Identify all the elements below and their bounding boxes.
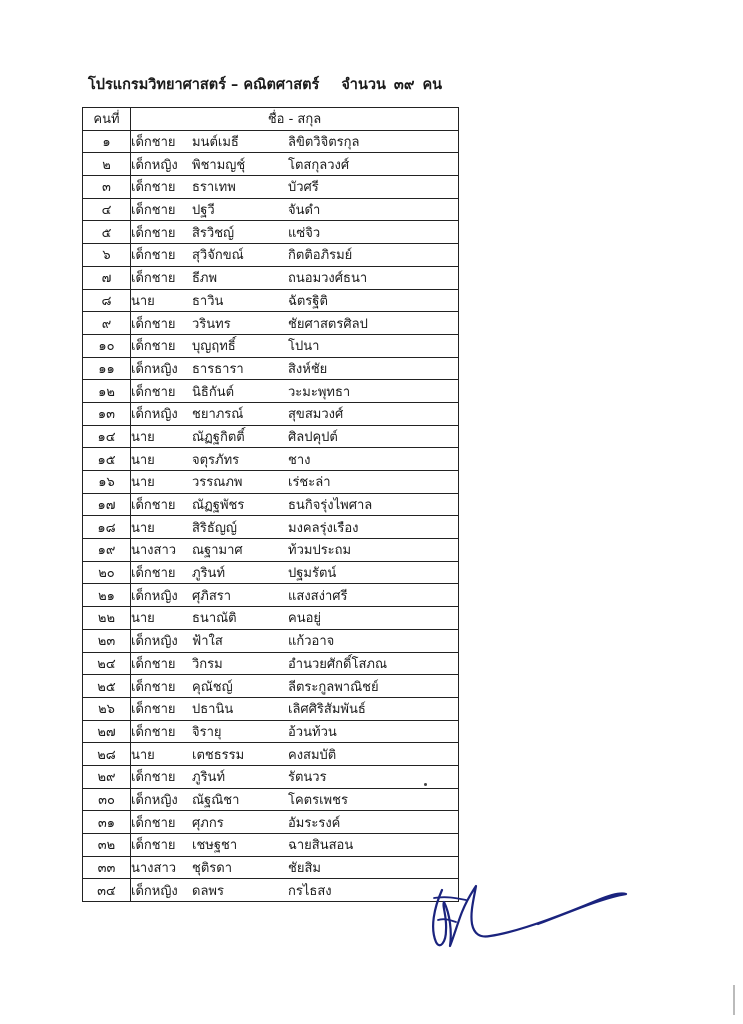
- row-number: ๒๕: [83, 675, 131, 698]
- student-name-cell: [131, 720, 459, 743]
- name-prefix: เด็กชาย: [131, 384, 176, 400]
- last-name: ชัยสิม: [288, 861, 321, 877]
- last-name: ลิขิตวิจิตรกุล: [288, 135, 360, 151]
- row-number: ๓: [83, 176, 131, 199]
- table-row: [83, 471, 459, 494]
- student-name-cell: [131, 879, 459, 902]
- row-number: ๒๖: [83, 697, 131, 720]
- first-name: ดลพร: [192, 883, 224, 899]
- first-name: พิชามญชุ์: [192, 157, 246, 173]
- scan-edge-mark: [733, 985, 735, 1015]
- first-name: วรินทร: [192, 316, 231, 332]
- student-name-cell: [131, 675, 459, 698]
- student-name-cell: [131, 176, 459, 199]
- first-name: ภูรินท์: [192, 566, 226, 582]
- table-row: [83, 539, 459, 562]
- last-name: คนอยู่: [288, 611, 322, 627]
- first-name: เตชธรรม: [192, 747, 245, 763]
- first-name: ปฐวี: [192, 203, 215, 219]
- table-row: [83, 266, 459, 289]
- row-number: ๙: [83, 312, 131, 335]
- name-prefix: เด็กชาย: [131, 815, 176, 831]
- row-number: ๒๘: [83, 743, 131, 766]
- name-prefix: เด็กหญิง: [131, 361, 178, 377]
- last-name: บัวศรี: [288, 180, 319, 196]
- student-name-cell: [131, 629, 459, 652]
- column-header-name: ชื่อ - สกุล: [131, 108, 459, 131]
- last-name: เร่ชะล่า: [288, 475, 331, 491]
- student-name-cell: [131, 561, 459, 584]
- first-name: สิริธัญญ์: [192, 520, 238, 536]
- table-row: [83, 607, 459, 630]
- name-prefix: เด็กหญิง: [131, 792, 178, 808]
- table-row: [83, 312, 459, 335]
- table-row: [83, 425, 459, 448]
- row-number: ๑๔: [83, 425, 131, 448]
- last-name: กิตติอภิรมย์: [288, 248, 353, 264]
- first-name: จิรายุ: [192, 724, 222, 740]
- table-row: [83, 289, 459, 312]
- first-name: ชุติรดา: [192, 861, 232, 877]
- student-name-cell: [131, 584, 459, 607]
- name-prefix: นาย: [131, 747, 155, 763]
- page-title: [88, 73, 442, 96]
- name-prefix: เด็กหญิง: [131, 634, 178, 650]
- name-prefix: เด็กชาย: [131, 339, 176, 355]
- row-number: ๑๘: [83, 516, 131, 539]
- column-header-number: คนที่: [83, 108, 131, 131]
- last-name: ชาง: [288, 452, 311, 468]
- student-name-cell: [131, 811, 459, 834]
- student-name-cell: [131, 856, 459, 879]
- student-name-cell: [131, 289, 459, 312]
- last-name: ท้วมประถม: [288, 543, 352, 559]
- last-name: อำนวยศักดิ์โสภณ: [288, 656, 388, 672]
- table-row: [83, 334, 459, 357]
- name-prefix: นาย: [131, 429, 155, 445]
- student-name-cell: [131, 425, 459, 448]
- student-name-cell: [131, 652, 459, 675]
- row-number: ๑๕: [83, 448, 131, 471]
- first-name: ฟ้าใส: [192, 634, 223, 650]
- last-name: แสงสง่าศรี: [288, 588, 348, 604]
- name-prefix: เด็กชาย: [131, 180, 176, 196]
- name-prefix: นาย: [131, 293, 155, 309]
- name-prefix: เด็กหญิง: [131, 883, 178, 899]
- table-row: [83, 720, 459, 743]
- table-row: [83, 765, 459, 788]
- student-name-cell: [131, 765, 459, 788]
- first-name: เชษฐชา: [192, 838, 238, 854]
- row-number: ๓๒: [83, 834, 131, 857]
- first-name: มนต์เมธี: [192, 135, 239, 151]
- table-row: [83, 629, 459, 652]
- row-number: ๒๗: [83, 720, 131, 743]
- first-name: ณัฏฐกิตติ์: [192, 429, 245, 445]
- last-name: แก้วอาจ: [288, 634, 335, 650]
- last-name: สิงห์ชัย: [288, 361, 328, 377]
- row-number: ๘: [83, 289, 131, 312]
- table-row: [83, 221, 459, 244]
- student-name-cell: [131, 539, 459, 562]
- last-name: คงสมบัติ: [288, 747, 337, 763]
- table-row: [83, 834, 459, 857]
- last-name: ชัยศาสตรศิลป: [288, 316, 368, 332]
- name-prefix: นางสาว: [131, 861, 177, 877]
- row-number: ๕: [83, 221, 131, 244]
- first-name: วรรณภพ: [192, 475, 243, 491]
- student-name-cell: [131, 607, 459, 630]
- last-name: ฉายสินสอน: [288, 838, 354, 854]
- table-row: [83, 561, 459, 584]
- row-number: ๒๑: [83, 584, 131, 607]
- last-name: กรไธสง: [288, 883, 332, 899]
- row-number: ๓๔: [83, 879, 131, 902]
- table-row: [83, 584, 459, 607]
- name-prefix: เด็กชาย: [131, 679, 176, 695]
- row-number: ๑๒: [83, 380, 131, 403]
- table-row: [83, 788, 459, 811]
- first-name: ธาวิน: [192, 293, 224, 309]
- student-roster-table: [82, 107, 459, 902]
- last-name: วะมะพุทธา: [288, 384, 351, 400]
- row-number: ๒๒: [83, 607, 131, 630]
- last-name: ศิลปคุปต์: [288, 429, 338, 445]
- student-name-cell: [131, 697, 459, 720]
- student-name-cell: [131, 743, 459, 766]
- table-row: [83, 879, 459, 902]
- table-row: [83, 811, 459, 834]
- last-name: โตสกุลวงศ์: [288, 157, 350, 173]
- name-prefix: เด็กชาย: [131, 203, 176, 219]
- name-prefix: นางสาว: [131, 543, 177, 559]
- row-number: ๑๑: [83, 357, 131, 380]
- name-prefix: เด็กชาย: [131, 724, 176, 740]
- name-prefix: เด็กหญิง: [131, 407, 178, 423]
- student-name-cell: [131, 198, 459, 221]
- row-number: ๗: [83, 266, 131, 289]
- row-number: ๓๐: [83, 788, 131, 811]
- table-row: [83, 697, 459, 720]
- name-prefix: เด็กชาย: [131, 248, 176, 264]
- first-name: ณัฐณิชา: [192, 792, 240, 808]
- table-row: [83, 743, 459, 766]
- first-name: วิกรม: [192, 656, 223, 672]
- table-header-row: [83, 108, 459, 131]
- last-name: ธนกิจรุ่งไพศาล: [288, 498, 373, 514]
- first-name: ชยาภรณ์: [192, 407, 244, 423]
- row-number: ๑๗: [83, 493, 131, 516]
- table-row: [83, 244, 459, 267]
- first-name: ธีภพ: [192, 271, 218, 287]
- row-number: ๒๓: [83, 629, 131, 652]
- name-prefix: เด็กหญิง: [131, 588, 178, 604]
- first-name: ศุภกร: [192, 815, 224, 831]
- row-number: ๑๙: [83, 539, 131, 562]
- student-name-cell: [131, 380, 459, 403]
- first-name: ศุภิสรา: [192, 588, 232, 604]
- table-row: [83, 130, 459, 153]
- row-number: ๓๓: [83, 856, 131, 879]
- name-prefix: นาย: [131, 475, 155, 491]
- first-name: คุณัชญ์: [192, 679, 233, 695]
- first-name: ภูรินท์: [192, 770, 226, 786]
- table-row: [83, 652, 459, 675]
- name-prefix: นาย: [131, 520, 155, 536]
- last-name: แซ่จิว: [288, 225, 321, 241]
- name-prefix: เด็กชาย: [131, 656, 176, 672]
- last-name: โคตรเพชร: [288, 792, 348, 808]
- first-name: จตุรภัทร: [192, 452, 240, 468]
- name-prefix: เด็กชาย: [131, 225, 176, 241]
- name-prefix: นาย: [131, 452, 155, 468]
- name-prefix: เด็กชาย: [131, 271, 176, 287]
- table-row: [83, 176, 459, 199]
- ink-speck: [424, 783, 427, 786]
- first-name: ณัฏฐพัชร: [192, 498, 245, 514]
- row-number: ๑๐: [83, 334, 131, 357]
- first-name: สุวิจักขณ์: [192, 248, 244, 264]
- name-prefix: เด็กชาย: [131, 702, 176, 718]
- signature: [420, 850, 630, 960]
- row-number: ๑๖: [83, 471, 131, 494]
- student-name-cell: [131, 834, 459, 857]
- table-row: [83, 153, 459, 176]
- student-name-cell: [131, 516, 459, 539]
- last-name: รัตนวร: [288, 770, 327, 786]
- table-row: [83, 856, 459, 879]
- first-name: สิรวิชญ์: [192, 225, 235, 241]
- name-prefix: เด็กชาย: [131, 770, 176, 786]
- row-number: ๒: [83, 153, 131, 176]
- last-name: ลีตระกูลพาณิชย์: [288, 679, 379, 695]
- student-name-cell: [131, 402, 459, 425]
- last-name: สุขสมวงศ์: [288, 407, 344, 423]
- last-name: มงคลรุ่งเรือง: [288, 520, 359, 536]
- name-prefix: นาย: [131, 611, 155, 627]
- row-number: ๔: [83, 198, 131, 221]
- student-name-cell: [131, 153, 459, 176]
- row-number: ๒๙: [83, 765, 131, 788]
- student-name-cell: [131, 788, 459, 811]
- student-name-cell: [131, 130, 459, 153]
- name-prefix: เด็กชาย: [131, 498, 176, 514]
- student-name-cell: [131, 312, 459, 335]
- student-name-cell: [131, 448, 459, 471]
- last-name: ฉัตรฐิติ: [288, 293, 328, 309]
- last-name: อ้วนท้วน: [288, 724, 337, 740]
- student-name-cell: [131, 244, 459, 267]
- last-name: เลิศศิริสัมพันธ์: [288, 702, 366, 718]
- table-row: [83, 380, 459, 403]
- last-name: จันดำ: [288, 203, 321, 219]
- last-name: อัมระรงค์: [288, 815, 341, 831]
- student-name-cell: [131, 357, 459, 380]
- name-prefix: เด็กชาย: [131, 135, 176, 151]
- table-row: [83, 516, 459, 539]
- count-unit: คน: [422, 77, 443, 93]
- first-name: บุญฤทธิ์: [192, 339, 236, 355]
- row-number: ๑๓: [83, 402, 131, 425]
- first-name: ปธานิน: [192, 702, 234, 718]
- row-number: ๑: [83, 130, 131, 153]
- row-number: ๒๔: [83, 652, 131, 675]
- row-number: ๖: [83, 244, 131, 267]
- last-name: โปนา: [288, 339, 320, 355]
- first-name: ธารธารา: [192, 361, 244, 377]
- name-prefix: เด็กหญิง: [131, 157, 178, 173]
- student-name-cell: [131, 471, 459, 494]
- student-name-cell: [131, 334, 459, 357]
- table-row: [83, 198, 459, 221]
- student-name-cell: [131, 266, 459, 289]
- table-row: [83, 357, 459, 380]
- name-prefix: เด็กชาย: [131, 838, 176, 854]
- row-number: ๒๐: [83, 561, 131, 584]
- table-row: [83, 675, 459, 698]
- name-prefix: เด็กชาย: [131, 316, 176, 332]
- program-name: โปรแกรมวิทยาศาสตร์ – คณิตศาสตร์: [88, 77, 320, 93]
- last-name: ปฐมรัตน์: [288, 566, 337, 582]
- student-name-cell: [131, 493, 459, 516]
- first-name: ธนาณัติ: [192, 611, 237, 627]
- student-count: ๓๙: [393, 77, 415, 93]
- first-name: นิธิกันต์: [192, 384, 235, 400]
- last-name: ถนอมวงศ์ธนา: [288, 271, 368, 287]
- roster-body: [83, 130, 459, 901]
- row-number: ๓๑: [83, 811, 131, 834]
- name-prefix: เด็กชาย: [131, 566, 176, 582]
- first-name: ธราเทพ: [192, 180, 236, 196]
- table-row: [83, 448, 459, 471]
- first-name: ณฐามาศ: [192, 543, 243, 559]
- count-label: จำนวน: [341, 77, 386, 93]
- student-name-cell: [131, 221, 459, 244]
- table-row: [83, 493, 459, 516]
- table-row: [83, 402, 459, 425]
